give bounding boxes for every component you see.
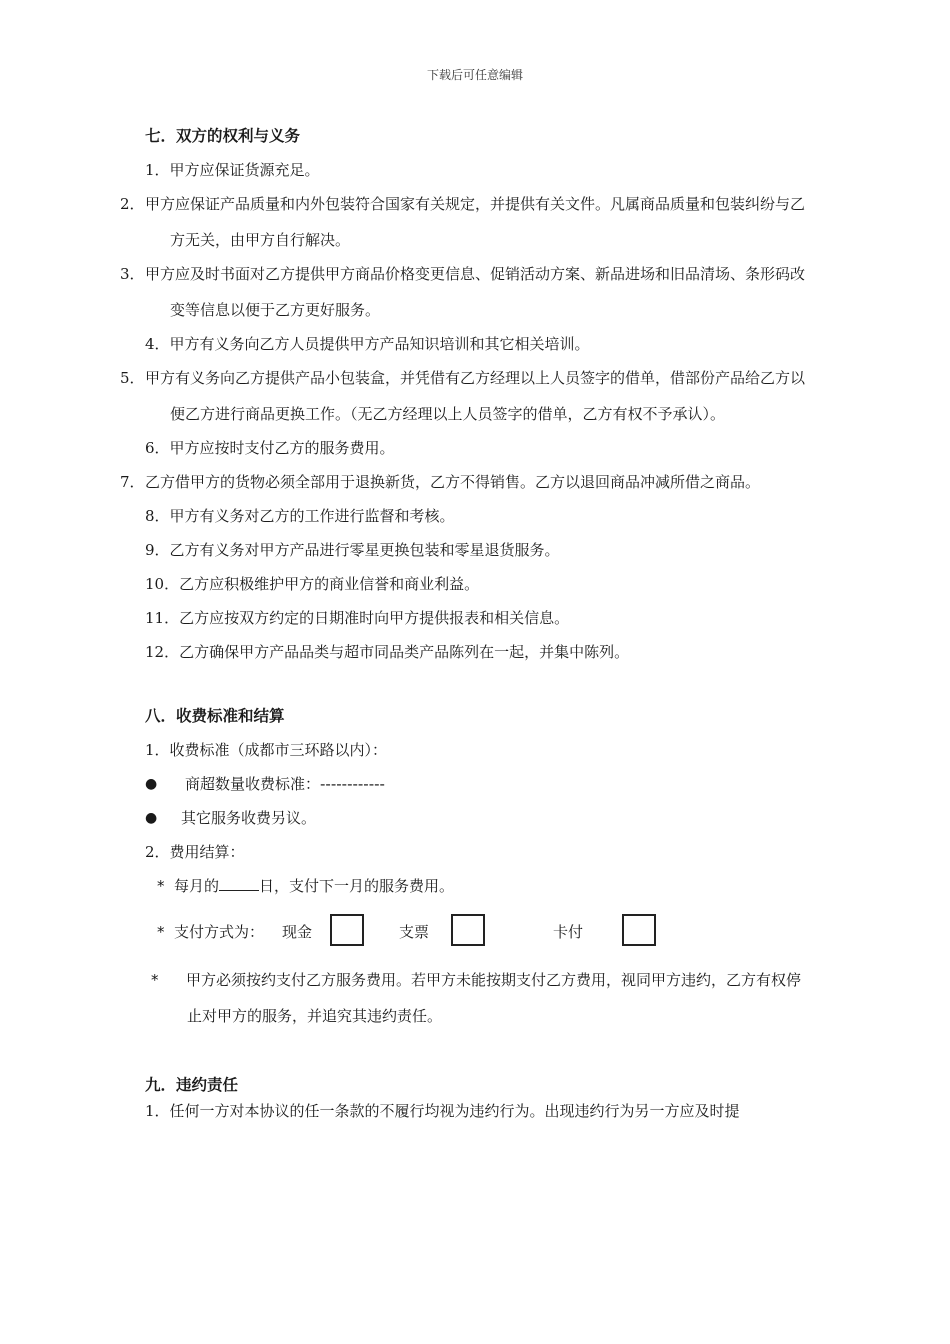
list-item: 3．甲方应及时书面对乙方提供甲方商品价格变更信息、促销活动方案、新品进场和旧品清场、条形码改变等信息以便于乙方更好服务。 [120,265,806,319]
list-item: 10．乙方应积极维护甲方的商业信誉和商业利益。 [145,575,480,593]
star-marker: * [157,923,165,941]
section-7-list [120,159,810,663]
bullet-item: ● 其它服务收费另议。 [145,809,317,827]
list-item: 5．甲方有义务向乙方提供产品小包装盒，并凭借有乙方经理以上人员签字的借单，借部份产品给乙方以便乙方进行商品更换工作。（无乙方经理以上人员签字的借单，乙方有权不予承认）。 [120,369,806,423]
list-item: 4．甲方有义务向乙方人员提供甲方产品知识培训和其它相关培训。 [145,335,590,353]
fee-settlement-item: 2．费用结算： [145,843,245,861]
list-item: 2．甲方应保证产品质量和内外包装符合国家有关规定，并提供有关文件。凡属商品质量和包装纠纷与乙方无关，由甲方自行解决。 [120,195,806,249]
card-checkbox[interactable] [622,914,656,946]
cash-label: 现金 [282,923,313,941]
payment-day-line: * 每月的 日，支付下一月的服务费用。 [157,877,455,895]
list-item: 9．乙方有义务对甲方产品进行零星更换包装和零星退货服务。 [145,541,560,559]
cheque-label: 支票 [399,923,430,941]
document-body [120,125,810,1134]
section-9-title: 九．违约责任 [145,1076,239,1094]
card-label: 卡付 [553,923,584,941]
payment-day-blank[interactable] [219,876,259,891]
list-item: 11．乙方应按双方约定的日期准时向甲方提供报表和相关信息。 [145,609,570,627]
list-item: 12．乙方确保甲方产品品类与超市同品类产品陈列在一起，并集中陈列。 [145,643,630,661]
list-item: 6．甲方应按时支付乙方的服务费用。 [145,439,395,457]
bullet-icon: ● [145,810,158,826]
bullet-item: ● 商超数量收费标准：------------ [145,775,385,793]
payment-method-row [157,909,810,949]
cash-checkbox[interactable] [330,914,364,946]
page-header: 下载后可任意编辑 [426,68,523,82]
payment-method-label: 支付方式为： [174,923,265,941]
list-item: 8．甲方有义务对乙方的工作进行监督和考核。 [145,507,455,525]
star-marker: * [157,877,165,895]
section-8-title: 八．收费标准和结算 [145,707,285,725]
breach-item: 1．任何一方对本协议的任一条款的不履行均视为违约行为。出现违约行为另一方应及时提 [145,1102,740,1120]
section-7-title: 七．双方的权利与义务 [145,127,301,145]
fee-standard-item: 1．收费标准（成都市三环路以内）： [145,741,388,759]
cheque-checkbox[interactable] [451,914,485,946]
bullet-icon: ● [145,776,158,792]
list-item: 7．乙方借甲方的货物必须全部用于退换新货，乙方不得销售。乙方以退回商品冲减所借之商品。 [120,473,761,491]
payment-obligation-line: * 甲方必须按约支付乙方服务费用。若甲方未能按期支付乙方费用，视同甲方违约，乙方有权停止对甲方的服务，并追究其违约责任。 [157,962,810,1034]
star-marker: * [151,971,159,989]
list-item: 1．甲方应保证货源充足。 [145,161,320,179]
